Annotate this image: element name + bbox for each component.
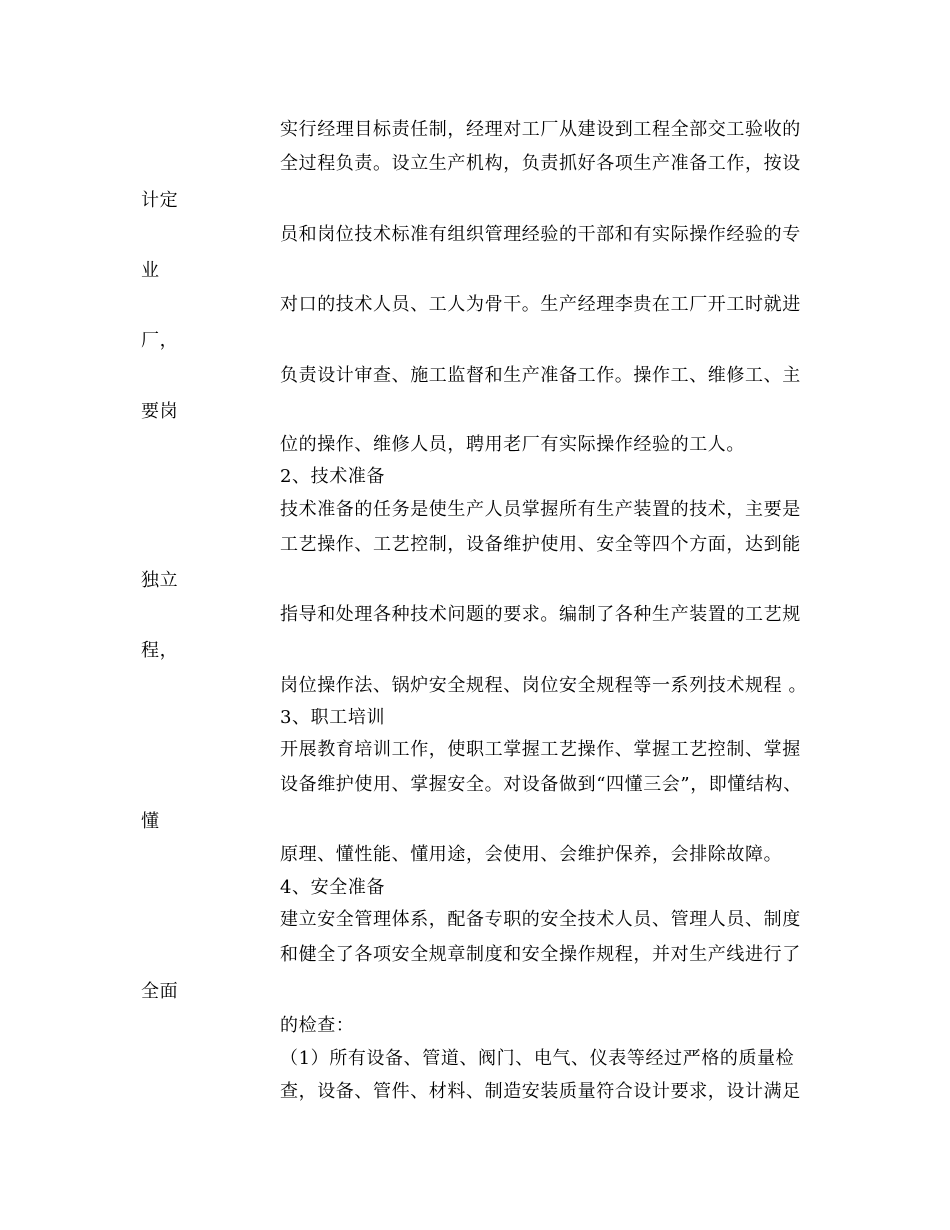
text-line: 岗位操作法、锅炉安全规程、岗位安全规程等一系列技术规程 。 <box>280 675 808 696</box>
text-line: （1）所有设备、管道、阀门、电气、仪表等经过严格的质量检 <box>280 1048 795 1069</box>
text-line: 技术准备的任务是使生产人员掌握所有生产装置的技术，主要是 <box>280 499 801 520</box>
text-line: 实行经理目标责任制，经理对工厂从建设到工程全部交工验收的 <box>280 119 801 140</box>
text-line: 设备维护使用、掌握安全。对设备做到“四懂三会”，即懂结构、 <box>280 774 802 795</box>
text-line: 负责设计审查、施工监督和生产准备工作。操作工、维修工、主 <box>280 365 801 386</box>
text-line: 要岗 <box>141 401 179 422</box>
text-line: 的检查： <box>280 1015 355 1036</box>
section-heading: 2、技术准备 <box>280 466 386 487</box>
text-line: 全面 <box>141 981 179 1002</box>
text-line: 独立 <box>141 570 179 591</box>
section-heading: 4、安全准备 <box>280 877 386 898</box>
text-line: 工艺操作、工艺控制，设备维护使用、安全等四个方面，达到能 <box>280 534 801 555</box>
text-line: 指导和处理各种技术问题的要求。编制了各种生产装置的工艺规 <box>280 604 801 625</box>
text-line: 懂 <box>141 811 160 832</box>
section-heading: 3、职工培训 <box>280 707 386 728</box>
text-line: 全过程负责。设立生产机构，负责抓好各项生产准备工作，按设 <box>280 153 801 174</box>
text-line: 建立安全管理体系，配备专职的安全技术人员、管理人员、制度 <box>280 909 801 930</box>
text-line: 查，设备、管件、材料、制造安装质量符合设计要求，设计满足 <box>280 1081 801 1102</box>
text-line: 厂， <box>141 330 179 351</box>
text-line: 和健全了各项安全规章制度和安全操作规程，并对生产线进行了 <box>280 944 801 965</box>
text-line: 程， <box>141 640 179 661</box>
text-line: 开展教育培训工作，使职工掌握工艺操作、掌握工艺控制、掌握 <box>280 739 801 760</box>
text-line: 位的操作、维修人员，聘用老厂有实际操作经验的工人。 <box>280 434 745 455</box>
text-line: 业 <box>141 260 160 281</box>
text-line: 员和岗位技术标准有组织管理经验的干部和有实际操作经验的专 <box>280 224 801 245</box>
text-line: 计定 <box>141 190 179 211</box>
text-line: 对口的技术人员、工人为骨干。生产经理李贵在工厂开工时就进 <box>280 294 801 315</box>
text-line: 原理、懂性能、懂用途，会使用、会维护保养，会排除故障。 <box>280 844 783 865</box>
